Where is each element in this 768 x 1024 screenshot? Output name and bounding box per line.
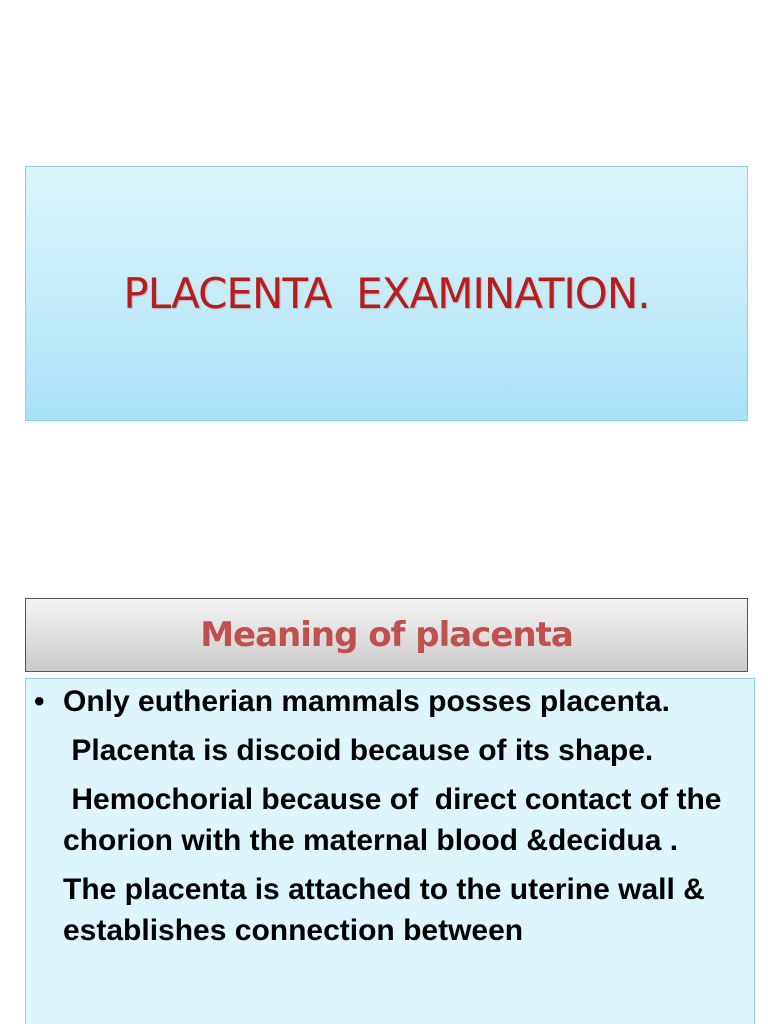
- list-item-text: Hemochorial because of direct contact of the chorion with the maternal blood &decidua .: [63, 783, 730, 857]
- bullet-list: [26, 679, 754, 959]
- list-item-text: Only eutherian mammals posses placenta.: [63, 685, 670, 718]
- list-item: [26, 730, 754, 771]
- slide-content: [25, 678, 755, 1024]
- bullet-icon: •: [34, 685, 45, 718]
- list-item-text: The placenta is attached to the uterine wall & establishes connection between: [63, 873, 705, 947]
- list-item-text: Placenta is discoid because of its shape.: [63, 734, 654, 767]
- list-item: [26, 681, 754, 722]
- title-slide: [25, 166, 748, 421]
- slide-heading: Meaning of placenta: [200, 615, 573, 655]
- list-item: [26, 869, 754, 951]
- slide-title: PLACENTA EXAMINATION.: [123, 269, 650, 318]
- list-item: [26, 779, 754, 861]
- slide-heading-bar: [25, 598, 748, 672]
